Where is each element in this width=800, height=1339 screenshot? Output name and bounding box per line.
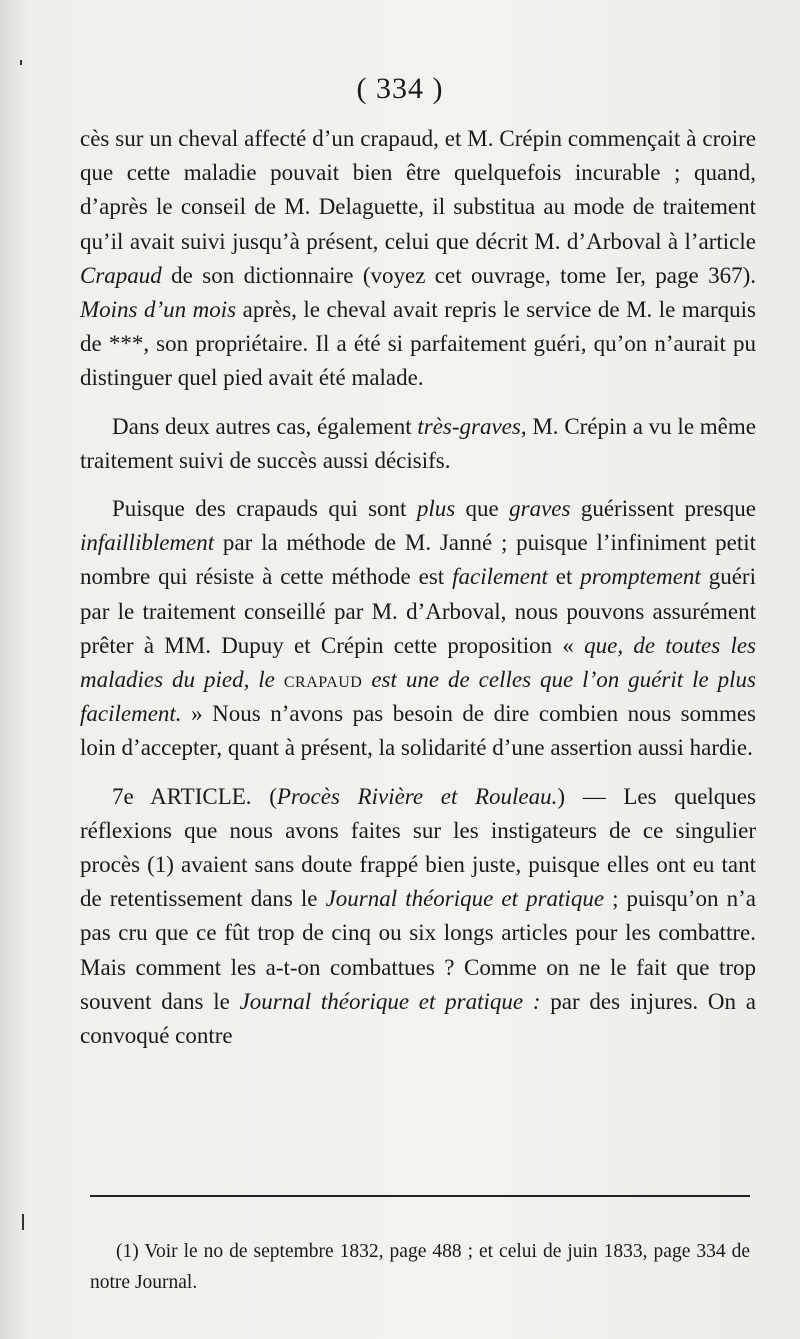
text-run: 7e ARTICLE. ( — [112, 783, 277, 809]
text-run: guérissent presque — [570, 496, 756, 522]
paragraph — [80, 122, 756, 396]
footnote — [90, 1236, 750, 1298]
text-run: ; puisqu’on n’a pas cru que ce fût trop de cinq ou six longs articles pour les combattre. Mais comment les a-t-on combattues ? Comme on ne le fait que trop souvent dans le — [80, 886, 756, 1014]
page-number: ( 334 ) — [356, 72, 444, 105]
body-text — [80, 122, 756, 1053]
italic-text: plus — [416, 496, 456, 522]
text-run: » Nous n’avons pas besoin de dire combien nous sommes loin d’accepter, quant à présent, la solidarité d’une assertion aussi hardie. — [80, 701, 756, 761]
paragraph — [80, 410, 756, 478]
margin-speck — [22, 1214, 24, 1230]
italic-text: infailliblement — [80, 530, 215, 556]
text-run: après, le cheval avait repris le service de M. le marquis de ***, son propriétaire. Il a été si parfaitement guéri, qu’on n’aurait pu distinguer quel pied avait été malade. — [80, 297, 756, 391]
text-run: et — [547, 564, 581, 590]
italic-text: Crapaud — [80, 262, 162, 288]
italic-text: Moins d’un mois — [80, 297, 237, 323]
italic-text: Journal théorique et pratique : — [239, 988, 541, 1014]
italic-text: Procès Rivière et Rouleau. — [276, 783, 558, 809]
italic-text: très-graves — [417, 413, 521, 439]
italic-text: facilement — [452, 564, 548, 590]
italic-text: est une de celles que l’on guérit le plus facilement. — [80, 667, 756, 727]
text-run: ) — Les quelques réflexions que nous avons faites sur les instigateurs de ce singulier procès (1) avaient sans doute frappé bien juste, puisque elles ont eu tant de retentissement dans le — [80, 783, 756, 912]
footnote-text: (1) Voir le no de septembre 1832, page 488 ; et celui de juin 1833, page 334 de notre Journal. — [90, 1241, 750, 1293]
text-run: Dans deux autres cas, également — [112, 413, 418, 439]
text-run: par la méthode de M. Janné ; puisque l’infiniment petit nombre qui résiste à cette méthode est — [80, 530, 756, 590]
text-run: de son dictionnaire (voyez cet ouvrage, tome Ier, page 367). — [161, 262, 756, 288]
paragraph — [80, 492, 756, 766]
italic-text: promptement — [580, 564, 701, 590]
italic-text: Journal théorique et pratique — [325, 886, 605, 912]
footnote-rule — [90, 1195, 750, 1197]
text-run: que — [455, 496, 510, 522]
text-run: cès sur un cheval affecté d’un crapaud, et M. Crépin commençait à croire que cette maladie pouvait bien être quelquefois incurable ; quand, d’après le conseil de M. Delaguette, il substitua au mode de traitement qu’il avait suivi jusqu’à présent, celui que décrit M. d’Arboval à l’article — [80, 126, 756, 254]
paragraph — [80, 780, 756, 1054]
italic-text: que, de toutes les maladies du pied, le — [80, 632, 756, 693]
text-run: , M. Crépin a vu le même traitement suivi de succès aussi décisifs. — [80, 413, 756, 473]
text-run: crapaud — [283, 667, 363, 693]
text-run: guéri par le traitement conseillé par M. d’Arboval, nous pouvons assurément prêter à MM. Dupuy et Crépin cette proposition « — [80, 564, 756, 658]
margin-speck — [20, 60, 22, 65]
text-run: Puisque des crapauds qui sont — [112, 496, 417, 522]
italic-text: graves — [509, 496, 571, 522]
text-run: par des injures. On a convoqué contre — [80, 988, 756, 1049]
